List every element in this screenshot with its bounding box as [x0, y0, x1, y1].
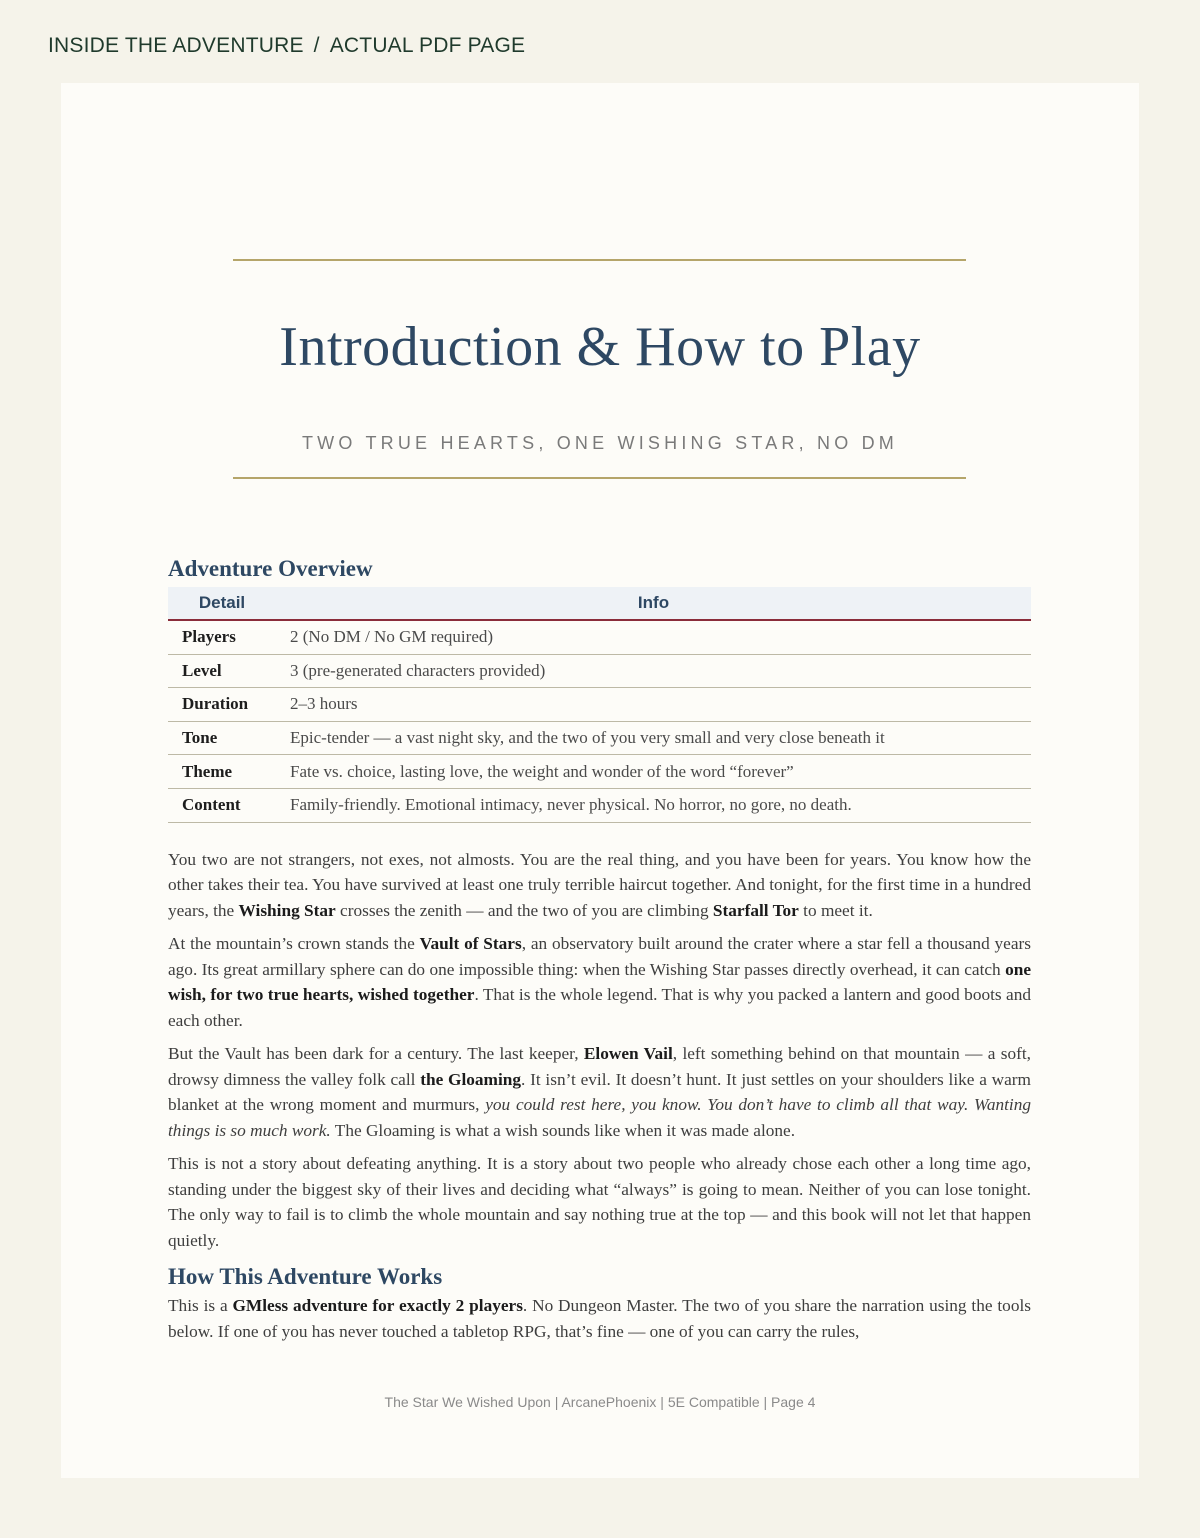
intro-paragraph-1	[168, 847, 1031, 924]
text-run: crosses the zenith — and the two of you are climbing	[335, 900, 713, 920]
row-key: Content	[168, 788, 276, 822]
bold-text: GMless adventure for exactly 2 players	[232, 1296, 523, 1316]
bold-text: Wishing Star	[238, 900, 336, 920]
bold-text: one wish, for two true hearts, wished together	[168, 959, 1031, 1005]
breadcrumb-section[interactable]: INSIDE THE ADVENTURE	[48, 34, 304, 57]
table-row	[168, 620, 1031, 654]
row-value: Fate vs. choice, lasting love, the weight and wonder of the word “forever”	[276, 755, 1031, 789]
intro-paragraph-3	[168, 1041, 1031, 1143]
intro-paragraph-2	[168, 931, 1031, 1033]
how-heading: How This Adventure Works	[168, 1264, 443, 1290]
row-key: Duration	[168, 688, 276, 722]
intro-paragraph-4: This is not a story about defeating anything. It is a story about two people who already chose each other a long time ago, standing under the biggest sky of their lives and deciding what “always” is going to mean. Neither of you can lose tonight. The only way to fail is to climb the whole mountain and say nothing true at the top — and this book will not let that happen quietly.	[168, 1154, 1031, 1250]
title-top-rule	[233, 259, 966, 261]
text-run: You two are not strangers, not exes, not almosts. You are the real thing, and you have been for years. You know how the other takes their tea. You have survived at least one truly terrible haircut together. And tonight, for the first time in a hundred years, the	[168, 849, 1031, 920]
pdf-page	[61, 83, 1139, 1478]
row-key: Level	[168, 654, 276, 688]
text-run: to meet it.	[798, 900, 873, 920]
row-key: Theme	[168, 755, 276, 789]
row-value: 2–3 hours	[276, 688, 1031, 722]
row-value: Epic-tender — a vast night sky, and the two of you very small and very close beneath it	[276, 721, 1031, 755]
table-row	[168, 788, 1031, 822]
breadcrumb	[48, 34, 525, 58]
text-run: . No Dungeon Master. The two of you share the narration using the tools below. If one of you has never touched a tabletop RPG, that’s fine — one of you can carry the rules,	[168, 1296, 1031, 1341]
bold-text: Vault of Stars	[419, 934, 522, 954]
text-run: At the mountain’s crown stands the	[168, 934, 420, 954]
overview-table-header	[168, 587, 1031, 620]
table-row	[168, 721, 1031, 755]
table-row	[168, 654, 1031, 688]
row-key: Tone	[168, 721, 276, 755]
overview-table	[168, 587, 1031, 823]
page-title: Introduction & How to Play	[279, 316, 921, 378]
breadcrumb-separator: /	[313, 34, 320, 57]
table-row	[168, 755, 1031, 789]
text-run: But the Vault has been dark for a century. The last keeper,	[168, 1044, 584, 1064]
how-paragraph	[168, 1293, 1031, 1344]
text-run: . That is the whole legend. That is why you packed a lantern and good boots and each other.	[168, 985, 1031, 1030]
header-detail: Detail	[168, 587, 276, 620]
text-run: The Gloaming is what a wish sounds like when it was made alone.	[330, 1120, 796, 1140]
row-value: Family-friendly. Emotional intimacy, never physical. No horror, no gore, no death.	[276, 788, 1031, 822]
header-info: Info	[276, 587, 1031, 620]
bold-text: Starfall Tor	[712, 900, 799, 920]
text-run: , an observatory built around the crater where a star fell a thousand years ago. Its great armillary sphere can do one impossible thing: when the Wishing Star passes directly overhead, it can catch	[168, 934, 1031, 979]
row-value: 3 (pre-generated characters provided)	[276, 654, 1031, 688]
page-content	[168, 553, 1031, 1352]
row-key: Players	[168, 620, 276, 654]
page-subtitle: TWO TRUE HEARTS, ONE WISHING STAR, NO DM	[301, 433, 899, 453]
title-bottom-rule	[233, 477, 966, 479]
text-run: , left something behind on that mountain — a soft, drowsy dimness the valley folk call	[168, 1044, 1031, 1089]
text-run: This is a	[168, 1296, 233, 1316]
bold-text: the Gloaming	[420, 1069, 522, 1089]
page-footer: The Star We Wished Upon | ArcanePhoenix | 5E Compatible | Page 4	[384, 1394, 816, 1410]
bold-text: Elowen Vail	[583, 1044, 673, 1064]
overview-heading: Adventure Overview	[168, 556, 373, 581]
italic-text: you could rest here, you know. You don’t have to climb all that way. Wanting things is so much work.	[168, 1095, 1032, 1140]
row-value: 2 (No DM / No GM required)	[276, 620, 1031, 654]
text-run: . It isn’t evil. It doesn’t hunt. It just settles on your shoulders like a warm blanket at the wrong moment and murmurs,	[168, 1069, 1031, 1115]
breadcrumb-current-page: ACTUAL PDF PAGE	[329, 34, 526, 57]
table-row	[168, 688, 1031, 722]
